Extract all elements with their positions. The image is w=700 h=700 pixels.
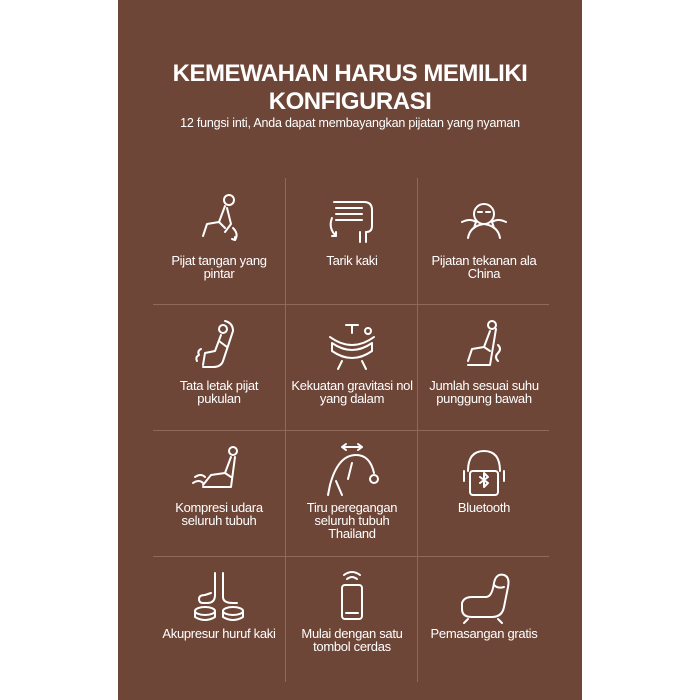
feature-label: Mulai dengan satu tombol cerdas bbox=[301, 626, 403, 654]
tapping-massage-icon bbox=[189, 315, 249, 375]
feature-label: Tata letak pijat pukulan bbox=[179, 378, 259, 406]
feature-cell bbox=[417, 304, 549, 430]
leg-stretch-icon bbox=[322, 188, 382, 248]
poster-title-line2: KONFIGURASI bbox=[268, 88, 432, 115]
poster-subtitle: 12 fungsi inti, Anda dapat membayangkan pijatan yang nyaman bbox=[180, 116, 520, 130]
feature-poster bbox=[118, 0, 582, 700]
zero-gravity-icon bbox=[322, 315, 382, 375]
acupressure-head-icon bbox=[454, 188, 514, 248]
feature-cell bbox=[417, 556, 549, 682]
feature-label: Jumlah sesuai suhu punggung bawah bbox=[429, 378, 539, 406]
feature-grid bbox=[153, 178, 549, 682]
poster-title-line1: KEMEWAHAN HARUS MEMILIKI bbox=[172, 60, 528, 87]
feature-label: Pemasangan gratis bbox=[430, 626, 538, 641]
feature-label: Akupresur huruf kaki bbox=[162, 626, 276, 641]
lower-back-heat-icon bbox=[454, 315, 514, 375]
feature-cell bbox=[153, 304, 285, 430]
feature-label: Pijatan tekanan ala China bbox=[431, 253, 537, 281]
massage-chair-icon bbox=[454, 567, 514, 627]
foot-acupressure-icon bbox=[189, 567, 249, 627]
feature-cell bbox=[285, 304, 417, 430]
feature-cell bbox=[285, 556, 417, 682]
hand-massage-icon bbox=[189, 188, 249, 248]
smartphone-icon bbox=[322, 567, 382, 627]
feature-label: Kekuatan gravitasi nol yang dalam bbox=[291, 378, 413, 406]
feature-cell bbox=[153, 556, 285, 682]
thai-stretch-icon bbox=[322, 441, 382, 501]
air-compression-icon bbox=[189, 441, 249, 501]
bluetooth-icon bbox=[454, 441, 514, 501]
feature-label: Tiru peregangan seluruh tubuh Thailand bbox=[306, 500, 398, 541]
feature-cell bbox=[285, 430, 417, 556]
feature-cell bbox=[417, 430, 549, 556]
feature-cell bbox=[153, 178, 285, 304]
feature-label: Tarik kaki bbox=[326, 253, 378, 268]
feature-cell bbox=[417, 178, 549, 304]
feature-label: Pijat tangan yang pintar bbox=[171, 253, 267, 281]
feature-cell bbox=[153, 430, 285, 556]
feature-cell bbox=[285, 178, 417, 304]
feature-label: Kompresi udara seluruh tubuh bbox=[175, 500, 263, 528]
feature-label: Bluetooth bbox=[457, 500, 511, 515]
